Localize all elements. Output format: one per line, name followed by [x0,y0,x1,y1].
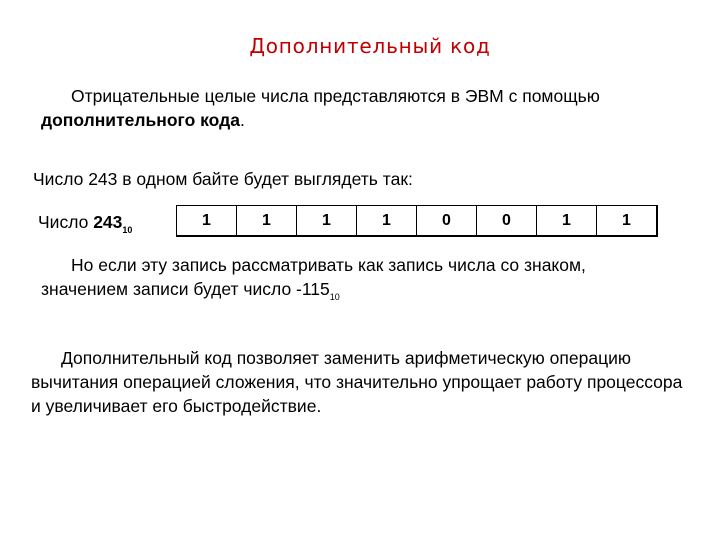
bit-cell: 0 [417,206,477,237]
bit-cell: 1 [537,206,597,237]
intro-paragraph [41,84,641,132]
byte-intro-paragraph: Число 243 в одном байте будет выглядеть так: [33,169,413,189]
byte-row [177,206,658,237]
signed-value: -115 [296,279,330,299]
intro-text: Отрицательные целые числа представляются в ЭВМ с помощью [71,86,600,106]
bit-cell: 1 [177,206,237,237]
signed-paragraph [41,253,641,309]
intro-end: . [239,110,245,130]
signed-text: Но если эту запись рассматривать как запись числа со знаком, значением записи будет число [41,255,586,299]
bit-cell: 1 [597,206,658,237]
slide-title: Дополнительный код [249,34,491,58]
number-label-base: 10 [122,225,133,235]
number-label [38,212,132,235]
signed-base: 10 [329,292,340,302]
bit-cell: 1 [357,206,417,237]
number-label-value: 243 [93,212,123,232]
number-label-prefix: Число [38,212,94,232]
bit-cell: 1 [297,206,357,237]
intro-bold-term: дополнительного кода [41,110,240,130]
byte-table [176,205,658,237]
bit-cell: 1 [237,206,297,237]
bit-cell: 0 [477,206,537,237]
conclusion-paragraph: Дополнительный код позволяет заменить арифметическую операцию вычитания операцией сложения, что значительно упрощает работу процессора и увеличивает его быстродействие. [31,348,683,416]
